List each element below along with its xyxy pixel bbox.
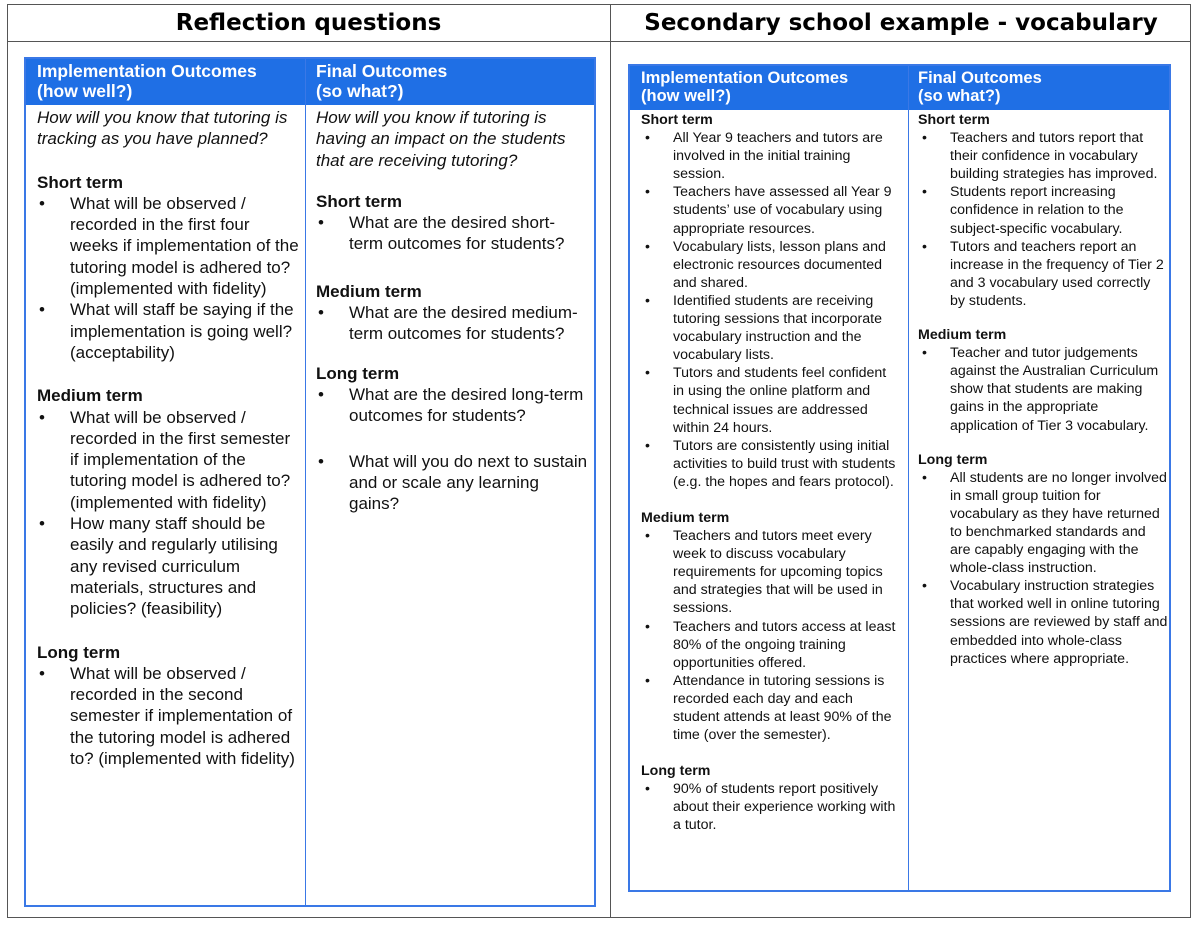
- list-item: • Vocabulary lists, lesson plans and electronic resources documented and shared.: [641, 238, 901, 292]
- header-subtitle: (so what?): [918, 87, 1001, 106]
- short-term-heading: Short term: [37, 172, 123, 192]
- final-outcomes-column: [316, 107, 588, 514]
- long-term-list: [37, 663, 299, 769]
- header-title: Final Outcomes: [918, 69, 1042, 87]
- table-header: [26, 59, 594, 105]
- header-title: Implementation Outcomes: [641, 69, 849, 87]
- list-item: • Identified students are receiving tutoring sessions that incorporate vocabulary instruction and the vocabulary lists.: [641, 292, 901, 364]
- final-outcomes-column: [918, 111, 1168, 668]
- left-heading: Reflection questions: [175, 10, 442, 36]
- vocabulary-example-table: [628, 64, 1171, 892]
- medium-term-heading: Medium term: [316, 281, 422, 301]
- list-item: • All students are no longer involved in small group tuition for vocabulary as they have returned to benchmarked standards and are capably engaging with the whole-class instruction.: [918, 469, 1168, 578]
- list-item: • Tutors and students feel confident in using the online platform and technical issues are addressed within 24 hours.: [641, 364, 901, 436]
- list-item: • 90% of students report positively about their experience working with a tutor.: [641, 780, 901, 834]
- medium-term-list: [641, 527, 901, 744]
- list-item: • Tutors are consistently using initial activities to build trust with students (e.g. the hopes and fears protocol).: [641, 437, 901, 491]
- medium-term-heading: Medium term: [918, 327, 1007, 344]
- list-item: • What will be observed / recorded in the first four weeks if implementation of the tutoring model is adhered to? (implemented with fidelity): [37, 193, 299, 299]
- column-divider: [610, 4, 611, 918]
- table-header: [630, 66, 1169, 110]
- list-item: • Teachers and tutors access at least 80% of the ongoing training opportunities offered.: [641, 618, 901, 672]
- short-term-list: [641, 129, 901, 491]
- long-term-list: [641, 780, 901, 834]
- header-subtitle: (so what?): [316, 80, 404, 101]
- long-term-heading: Long term: [37, 642, 121, 662]
- list-item: • Tutors and teachers report an increase in the frequency of Tier 2 and 3 vocabulary used correctly by students.: [918, 238, 1168, 310]
- list-item: • What are the desired medium-term outcomes for students?: [316, 302, 588, 345]
- long-term-heading: Long term: [316, 363, 400, 383]
- medium-term-heading: Medium term: [641, 509, 730, 526]
- list-item: • How many staff should be easily and regularly utilising any revised curriculum materials, structures and policies? (feasibility): [37, 513, 299, 619]
- list-item: • Teacher and tutor judgements against the Australian Curriculum show that students are making gains in the appropriate application of Tier 3 vocabulary.: [918, 344, 1168, 434]
- short-term-heading: Short term: [316, 191, 402, 211]
- medium-term-heading: Medium term: [37, 386, 143, 406]
- list-item: • Teachers and tutors report that their confidence in vocabulary building strategies has improved.: [918, 129, 1168, 183]
- list-item: • What are the desired long-term outcomes for students?: [316, 384, 588, 427]
- list-item: • What will be observed / recorded in the second semester if implementation of the tutoring model is adhered to? (implemented with fidelity): [37, 663, 299, 769]
- medium-term-list: [316, 302, 588, 345]
- header-subtitle: (how well?): [641, 87, 731, 106]
- short-term-heading: Short term: [918, 112, 990, 128]
- short-term-heading: Short term: [641, 112, 713, 128]
- short-term-list: [37, 193, 299, 363]
- guiding-question: How will you know that tutoring is tracking as you have planned?: [37, 108, 288, 149]
- list-item: • All Year 9 teachers and tutors are involved in the initial training session.: [641, 129, 901, 183]
- final-outcomes-header: [918, 69, 1042, 106]
- header-subtitle: (how well?): [37, 80, 133, 101]
- implementation-outcomes-column: [641, 111, 901, 835]
- long-term-list: [316, 384, 588, 514]
- implementation-outcomes-header: [641, 69, 848, 106]
- list-item: • Vocabulary instruction strategies that worked well in online tutoring sessions are reviewed by staff and embedded into whole-class practices where appropriate.: [918, 577, 1168, 667]
- medium-term-list: [37, 407, 299, 620]
- list-item: • Attendance in tutoring sessions is recorded each day and each student attends at least 90% of the time (over the semester).: [641, 672, 901, 744]
- list-item: • Teachers and tutors meet every week to discuss vocabulary requirements for upcoming topics and strategies that will be used in sessions.: [641, 527, 901, 617]
- medium-term-list: [918, 344, 1168, 434]
- right-heading: Secondary school example - vocabulary: [644, 10, 1158, 36]
- list-item: • What will you do next to sustain and or scale any learning gains?: [316, 451, 588, 515]
- guiding-question: How will you know if tutoring is having an impact on the students that are receiving tutoring?: [316, 108, 566, 170]
- final-outcomes-header: [316, 62, 447, 101]
- header-title: Final Outcomes: [316, 61, 448, 81]
- list-item: • What are the desired short-term outcomes for students?: [316, 212, 588, 255]
- long-term-heading: Long term: [918, 451, 988, 468]
- header-title: Implementation Outcomes: [37, 61, 257, 81]
- list-item: • What will be observed / recorded in the first semester if implementation of the tutoring model is adhered to? (implemented with fidelity): [37, 407, 299, 513]
- heading-divider: [7, 41, 1191, 42]
- list-item: • Teachers have assessed all Year 9 students’ use of vocabulary using appropriate resources.: [641, 183, 901, 237]
- long-term-heading: Long term: [641, 763, 711, 780]
- list-item: • What will staff be saying if the implementation is going well? (acceptability): [37, 299, 299, 363]
- long-term-list: [918, 469, 1168, 668]
- implementation-outcomes-header: [37, 62, 257, 101]
- implementation-outcomes-column: [37, 107, 299, 769]
- short-term-list: [316, 212, 588, 255]
- column-separator: [908, 66, 909, 890]
- reflection-questions-table: [24, 57, 596, 907]
- column-separator: [305, 59, 306, 905]
- list-item: • Students report increasing confidence in relation to the subject-specific vocabulary.: [918, 183, 1168, 237]
- short-term-list: [918, 129, 1168, 310]
